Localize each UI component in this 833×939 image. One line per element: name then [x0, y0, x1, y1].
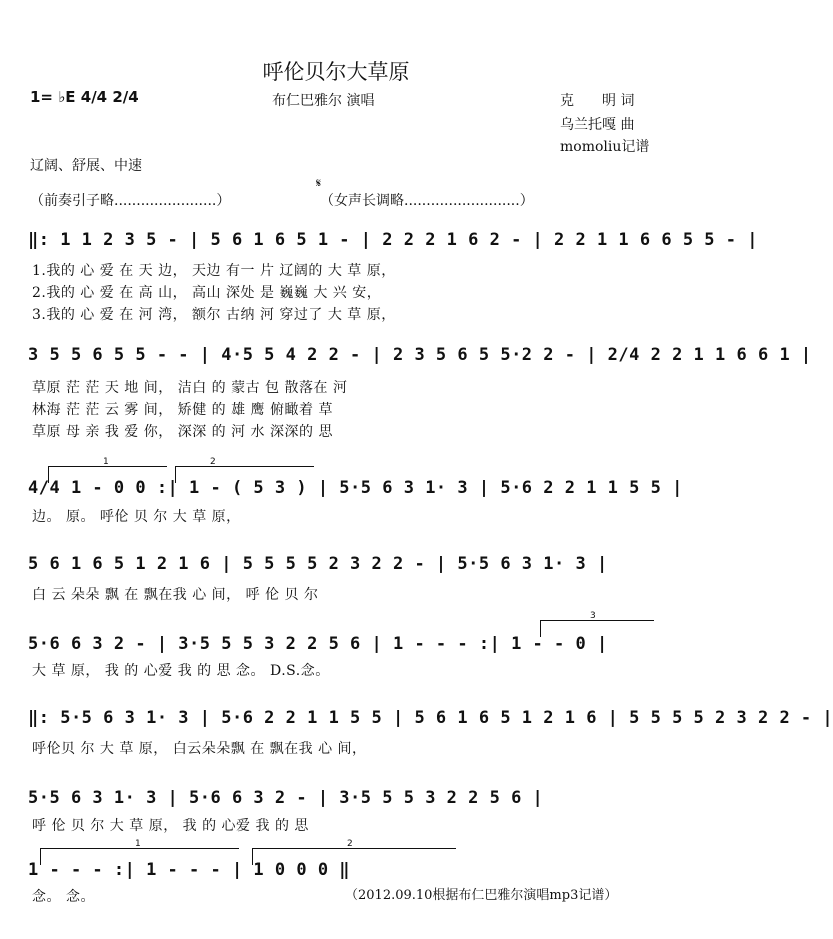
prelude-note: （前奏引子略.......................） [30, 193, 231, 209]
notation-line-6: ‖: 5·5 6 3 1· 3 | 5·6 2 2 1 1 5 5 | 5 6 1 6 5 1 2 1 6 | 5 5 5 5 2 3 2 2 - | [28, 708, 833, 728]
volta-bracket-2: 2 [175, 466, 315, 482]
lyric-line-2-v3: 草原 母 亲 我 爱 你， 深深 的 河 水 深深的 思 [32, 424, 333, 440]
volta-bracket-final-2: 2 [252, 848, 457, 864]
lyric-line-3: 边。 原。 呼伦 贝 尔 大 草 原， [32, 509, 241, 525]
composer-credit: 乌兰托嘎 曲 [560, 117, 635, 133]
lyricist-credit: 克 明 词 [560, 93, 635, 109]
lyric-line-8: 念。 念。 [32, 889, 95, 905]
lyric-line-6: 呼伦贝 尔 大 草 原， 白云朵朵飘 在 飘在我 心 间， [32, 741, 367, 757]
notation-line-2: 3 5 5 6 5 5 - - | 4·5 5 4 2 2 - | 2 3 5 6 5 5·2 2 - | 2/4 2 2 1 1 6 6 1 | [28, 345, 812, 365]
lyric-line-5: 大 草 原， 我 的 心爱 我 的 思 念。 D.S.念。 [32, 663, 330, 679]
notation-line-8: 1 - - - :| 1 - - - | 1 0 0 0 ‖ [28, 860, 351, 880]
notation-line-3: 4/4 1 - 0 0 :| 1 - ( 5 3 ) | 5·5 6 3 1· 3 | 5·6 2 2 1 1 5 5 | [28, 478, 683, 498]
lyric-line-2-v2: 林海 茫 茫 云 雾 间， 矫健 的 雄 鹰 俯瞰着 草 [32, 402, 333, 418]
tempo-marking: 辽阔、舒展、中速 [30, 158, 142, 174]
volta-bracket-final-1: 1 [40, 848, 240, 864]
lyric-line-4: 白 云 朵朵 飘 在 飘在我 心 间， 呼 伦 贝 尔 [32, 587, 319, 603]
lyric-line-1-v1: 1.我的 心 爱 在 天 边， 天边 有一 片 辽阔的 大 草 原， [32, 263, 396, 279]
lyric-line-1-v3: 3.我的 心 爱 在 河 湾， 额尔 古纳 河 穿过了 大 草 原， [32, 307, 396, 323]
lyric-line-1-v2: 2.我的 心 爱 在 高 山， 高山 深处 是 巍巍 大 兴 安， [32, 285, 382, 301]
notation-line-4: 5 6 1 6 5 1 2 1 6 | 5 5 5 5 2 3 2 2 - | 5·5 6 3 1· 3 | [28, 554, 608, 574]
notation-line-1: ‖: 1 1 2 3 5 - | 5 6 1 6 5 1 - | 2 2 2 1 6 2 - | 2 2 1 1 6 6 5 5 - | [28, 230, 758, 250]
volta-bracket-3: 3 [540, 620, 655, 636]
transcription-note: （2012.09.10根据布仁巴雅尔演唱mp3记谱） [345, 888, 618, 903]
transcriber-credit: momoliu记谱 [560, 139, 650, 155]
song-title: 呼伦贝尔大草原 [262, 60, 410, 84]
notation-line-7: 5·5 6 3 1· 3 | 5·6 6 3 2 - | 3·5 5 5 3 2 2 5 6 | [28, 788, 544, 808]
lyric-line-7: 呼 伦 贝 尔 大 草 原， 我 的 心爱 我 的 思 [32, 818, 309, 834]
notation-line-5: 5·6 6 3 2 - | 3·5 5 5 3 2 2 5 6 | 1 - - - :| 1 - - 0 | [28, 634, 608, 654]
key-signature: 1= ♭E 4/4 2/4 [30, 88, 139, 106]
singer-credit: 布仁巴雅尔 演唱 [272, 93, 375, 109]
lyric-line-2-v1: 草原 茫 茫 天 地 间， 洁白 的 蒙古 包 散落在 河 [32, 380, 348, 396]
volta-bracket-1: 1 [48, 466, 168, 482]
voice-intro-note: （女声长调略..........................） [320, 193, 534, 209]
segno-icon: 𝄋 [316, 176, 322, 190]
